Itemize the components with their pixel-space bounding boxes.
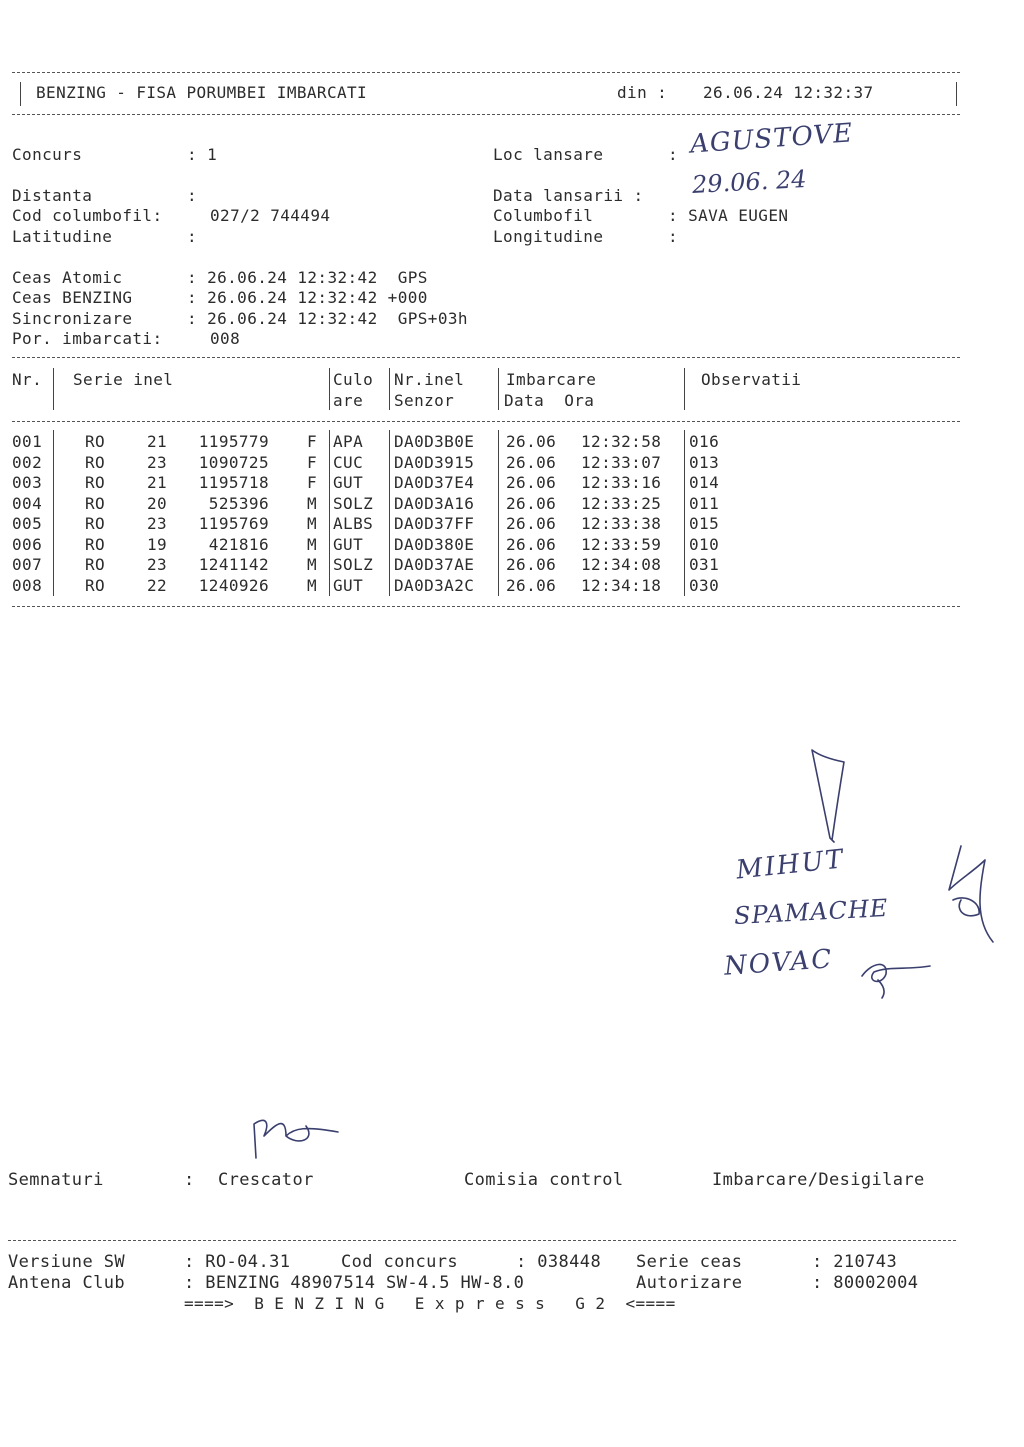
cell-sex: M bbox=[307, 576, 318, 595]
ceas-atomic-value: : 26.06.24 12:32:42 GPS bbox=[187, 268, 428, 287]
cell-an: 23 bbox=[147, 453, 168, 472]
cell-tara: RO bbox=[85, 535, 106, 554]
signature-crescator bbox=[246, 1106, 346, 1166]
signature-mihut bbox=[935, 840, 995, 950]
concurs-label: Concurs bbox=[12, 145, 83, 164]
column-header-serie: Serie inel bbox=[73, 370, 174, 389]
cell-ora: 12:33:59 bbox=[581, 535, 662, 554]
cell-inel: 1195769 bbox=[198, 514, 269, 533]
issue-date-value: 26.06.24 12:32:37 bbox=[703, 83, 874, 102]
data-lansarii-handwritten: 29.06. 24 bbox=[691, 165, 808, 199]
body-sep-nr-inel bbox=[498, 430, 499, 596]
cell-inel: 1195779 bbox=[198, 432, 269, 451]
cell-sex: F bbox=[307, 453, 318, 472]
header-top-rule bbox=[12, 72, 960, 73]
cell-data: 26.06 bbox=[506, 555, 557, 574]
cell-obs: 013 bbox=[689, 453, 720, 472]
porumbei-imbarcati-value: 008 bbox=[210, 329, 241, 348]
cell-an: 21 bbox=[147, 473, 168, 492]
semnaturi-label: Semnaturi bbox=[8, 1170, 104, 1190]
cell-tara: RO bbox=[85, 514, 106, 533]
cell-an: 22 bbox=[147, 576, 168, 595]
cell-obs: 015 bbox=[689, 514, 720, 533]
ceas-atomic-label: Ceas Atomic bbox=[12, 268, 123, 287]
cell-nr: 007 bbox=[12, 555, 43, 574]
cell-inel: 525396 bbox=[208, 494, 269, 513]
cell-senzor: DA0D37FF bbox=[394, 514, 475, 533]
body-sep-culoare bbox=[389, 430, 390, 596]
longitudine-label: Longitudine bbox=[493, 227, 604, 246]
header-sep-nr bbox=[53, 368, 54, 410]
loc-lansare-handwritten: AGUSTOVE bbox=[689, 118, 855, 160]
cell-ora: 12:33:16 bbox=[581, 473, 662, 492]
committee-name-1: MIHUT bbox=[734, 844, 847, 886]
cell-culoare: CUC bbox=[333, 453, 364, 472]
cell-culoare: GUT bbox=[333, 473, 364, 492]
header-bottom-rule bbox=[12, 114, 960, 115]
cell-nr: 005 bbox=[12, 514, 43, 533]
cell-senzor: DA0D3A2C bbox=[394, 576, 475, 595]
imbarcare-desigilare-label: Imbarcare/Desigilare bbox=[712, 1170, 925, 1190]
cell-ora: 12:33:07 bbox=[581, 453, 662, 472]
concurs-value: : 1 bbox=[187, 145, 218, 164]
table-top-rule bbox=[12, 357, 960, 358]
cell-ora: 12:34:18 bbox=[581, 576, 662, 595]
column-header-nr-inel-1: Nr.inel bbox=[394, 370, 465, 389]
cell-inel: 421816 bbox=[208, 535, 269, 554]
column-header-imbarcare-2: Data Ora bbox=[504, 391, 595, 410]
cell-inel: 1195718 bbox=[198, 473, 269, 492]
cod-columbofil-value: 027/2 744494 bbox=[210, 206, 331, 225]
committee-name-3: NOVAC bbox=[723, 944, 835, 982]
body-sep-serie bbox=[329, 430, 330, 596]
cell-ora: 12:34:08 bbox=[581, 555, 662, 574]
cell-sex: F bbox=[307, 473, 318, 492]
cell-an: 23 bbox=[147, 555, 168, 574]
cell-data: 26.06 bbox=[506, 514, 557, 533]
versiune-sw-label: Versiune SW bbox=[8, 1252, 125, 1272]
column-header-culoare-2: are bbox=[333, 391, 364, 410]
cell-sex: M bbox=[307, 555, 318, 574]
benzing-banner: ====> B E N Z I N G E x p r e s s G 2 <==== bbox=[184, 1294, 676, 1313]
column-header-observatii: Observatii bbox=[701, 370, 802, 389]
signature-novac bbox=[848, 952, 938, 1002]
cell-nr: 008 bbox=[12, 576, 43, 595]
cell-tara: RO bbox=[85, 473, 106, 492]
cell-senzor: DA0D3B0E bbox=[394, 432, 475, 451]
cell-sex: M bbox=[307, 494, 318, 513]
cod-concurs-label: Cod concurs bbox=[341, 1252, 458, 1272]
header-sep-imbarcare bbox=[684, 368, 685, 410]
porumbei-imbarcati-label: Por. imbarcati: bbox=[12, 329, 163, 348]
cell-tara: RO bbox=[85, 555, 106, 574]
data-lansarii-label: Data lansarii : bbox=[493, 186, 644, 205]
cell-sex: F bbox=[307, 432, 318, 451]
document-title: BENZING - FISA PORUMBEI IMBARCATI bbox=[36, 83, 368, 102]
cell-tara: RO bbox=[85, 494, 106, 513]
table-bottom-rule bbox=[12, 606, 960, 607]
handwritten-mark bbox=[800, 742, 860, 852]
autorizare-label: Autorizare bbox=[636, 1273, 743, 1293]
cell-senzor: DA0D37AE bbox=[394, 555, 475, 574]
cell-data: 26.06 bbox=[506, 432, 557, 451]
cell-nr: 002 bbox=[12, 453, 43, 472]
cell-an: 19 bbox=[147, 535, 168, 554]
cell-an: 21 bbox=[147, 432, 168, 451]
serie-ceas-value: : 210743 bbox=[812, 1252, 898, 1272]
semnaturi-colon: : bbox=[184, 1170, 195, 1190]
autorizare-value: : 80002004 bbox=[812, 1273, 919, 1293]
cod-concurs-value: : 038448 bbox=[516, 1252, 602, 1272]
cell-culoare: GUT bbox=[333, 535, 364, 554]
footer-rule bbox=[8, 1240, 956, 1241]
comisia-control-label: Comisia control bbox=[464, 1170, 624, 1190]
committee-name-2: SPAMACHE bbox=[733, 893, 890, 931]
column-header-imbarcare-1: Imbarcare bbox=[506, 370, 597, 389]
latitudine-label: Latitudine bbox=[12, 227, 113, 246]
distanta-value: : bbox=[187, 186, 198, 205]
column-header-nr-inel-2: Senzor bbox=[394, 391, 455, 410]
cell-sex: M bbox=[307, 535, 318, 554]
loc-lansare-label: Loc lansare bbox=[493, 145, 604, 164]
columbofil-value: : SAVA EUGEN bbox=[668, 206, 789, 225]
table-header-rule bbox=[12, 421, 960, 422]
sincronizare-label: Sincronizare bbox=[12, 309, 133, 328]
cell-culoare: SOLZ bbox=[333, 494, 374, 513]
cell-data: 26.06 bbox=[506, 576, 557, 595]
cell-obs: 014 bbox=[689, 473, 720, 492]
header-sep-culoare bbox=[389, 368, 390, 410]
cell-inel: 1090725 bbox=[198, 453, 269, 472]
cell-data: 26.06 bbox=[506, 494, 557, 513]
body-sep-imbarcare bbox=[684, 430, 685, 596]
antena-club-value: : BENZING 48907514 SW-4.5 HW-8.0 bbox=[184, 1273, 525, 1293]
cell-ora: 12:33:25 bbox=[581, 494, 662, 513]
cell-nr: 006 bbox=[12, 535, 43, 554]
cell-obs: 030 bbox=[689, 576, 720, 595]
cell-senzor: DA0D3A16 bbox=[394, 494, 475, 513]
cell-tara: RO bbox=[85, 453, 106, 472]
antena-club-label: Antena Club bbox=[8, 1273, 125, 1293]
cell-obs: 016 bbox=[689, 432, 720, 451]
cell-nr: 001 bbox=[12, 432, 43, 451]
cell-an: 20 bbox=[147, 494, 168, 513]
column-header-nr: Nr. bbox=[12, 370, 43, 389]
column-header-culoare-1: Culo bbox=[333, 370, 374, 389]
cell-culoare: ALBS bbox=[333, 514, 374, 533]
body-sep-nr bbox=[53, 430, 54, 596]
cell-tara: RO bbox=[85, 576, 106, 595]
cell-culoare: SOLZ bbox=[333, 555, 374, 574]
longitudine-value: : bbox=[668, 227, 679, 246]
cell-culoare: APA bbox=[333, 432, 364, 451]
cod-columbofil-label: Cod columbofil: bbox=[12, 206, 163, 225]
cell-data: 26.06 bbox=[506, 453, 557, 472]
distanta-label: Distanta bbox=[12, 186, 93, 205]
header-right-bar bbox=[956, 82, 957, 106]
cell-sex: M bbox=[307, 514, 318, 533]
cell-inel: 1241142 bbox=[198, 555, 269, 574]
sincronizare-value: : 26.06.24 12:32:42 GPS+03h bbox=[187, 309, 468, 328]
cell-tara: RO bbox=[85, 432, 106, 451]
cell-culoare: GUT bbox=[333, 576, 364, 595]
cell-data: 26.06 bbox=[506, 473, 557, 492]
serie-ceas-label: Serie ceas bbox=[636, 1252, 743, 1272]
cell-data: 26.06 bbox=[506, 535, 557, 554]
cell-nr: 003 bbox=[12, 473, 43, 492]
cell-senzor: DA0D37E4 bbox=[394, 473, 475, 492]
ceas-benzing-value: : 26.06.24 12:32:42 +000 bbox=[187, 288, 428, 307]
ceas-benzing-label: Ceas BENZING bbox=[12, 288, 133, 307]
issue-date-label: din : bbox=[617, 83, 668, 102]
crescator-label: Crescator bbox=[218, 1170, 314, 1190]
cell-an: 23 bbox=[147, 514, 168, 533]
cell-obs: 011 bbox=[689, 494, 720, 513]
cell-ora: 12:33:38 bbox=[581, 514, 662, 533]
header-left-bar bbox=[20, 82, 21, 106]
cell-ora: 12:32:58 bbox=[581, 432, 662, 451]
cell-obs: 031 bbox=[689, 555, 720, 574]
versiune-sw-value: : RO-04.31 bbox=[184, 1252, 291, 1272]
loc-lansare-colon: : bbox=[668, 145, 679, 164]
header-sep-nr-inel bbox=[498, 368, 499, 410]
cell-senzor: DA0D380E bbox=[394, 535, 475, 554]
latitudine-value: : bbox=[187, 227, 198, 246]
cell-obs: 010 bbox=[689, 535, 720, 554]
header-sep-serie bbox=[329, 368, 330, 410]
cell-inel: 1240926 bbox=[198, 576, 269, 595]
cell-nr: 004 bbox=[12, 494, 43, 513]
columbofil-label: Columbofil bbox=[493, 206, 594, 225]
cell-senzor: DA0D3915 bbox=[394, 453, 475, 472]
